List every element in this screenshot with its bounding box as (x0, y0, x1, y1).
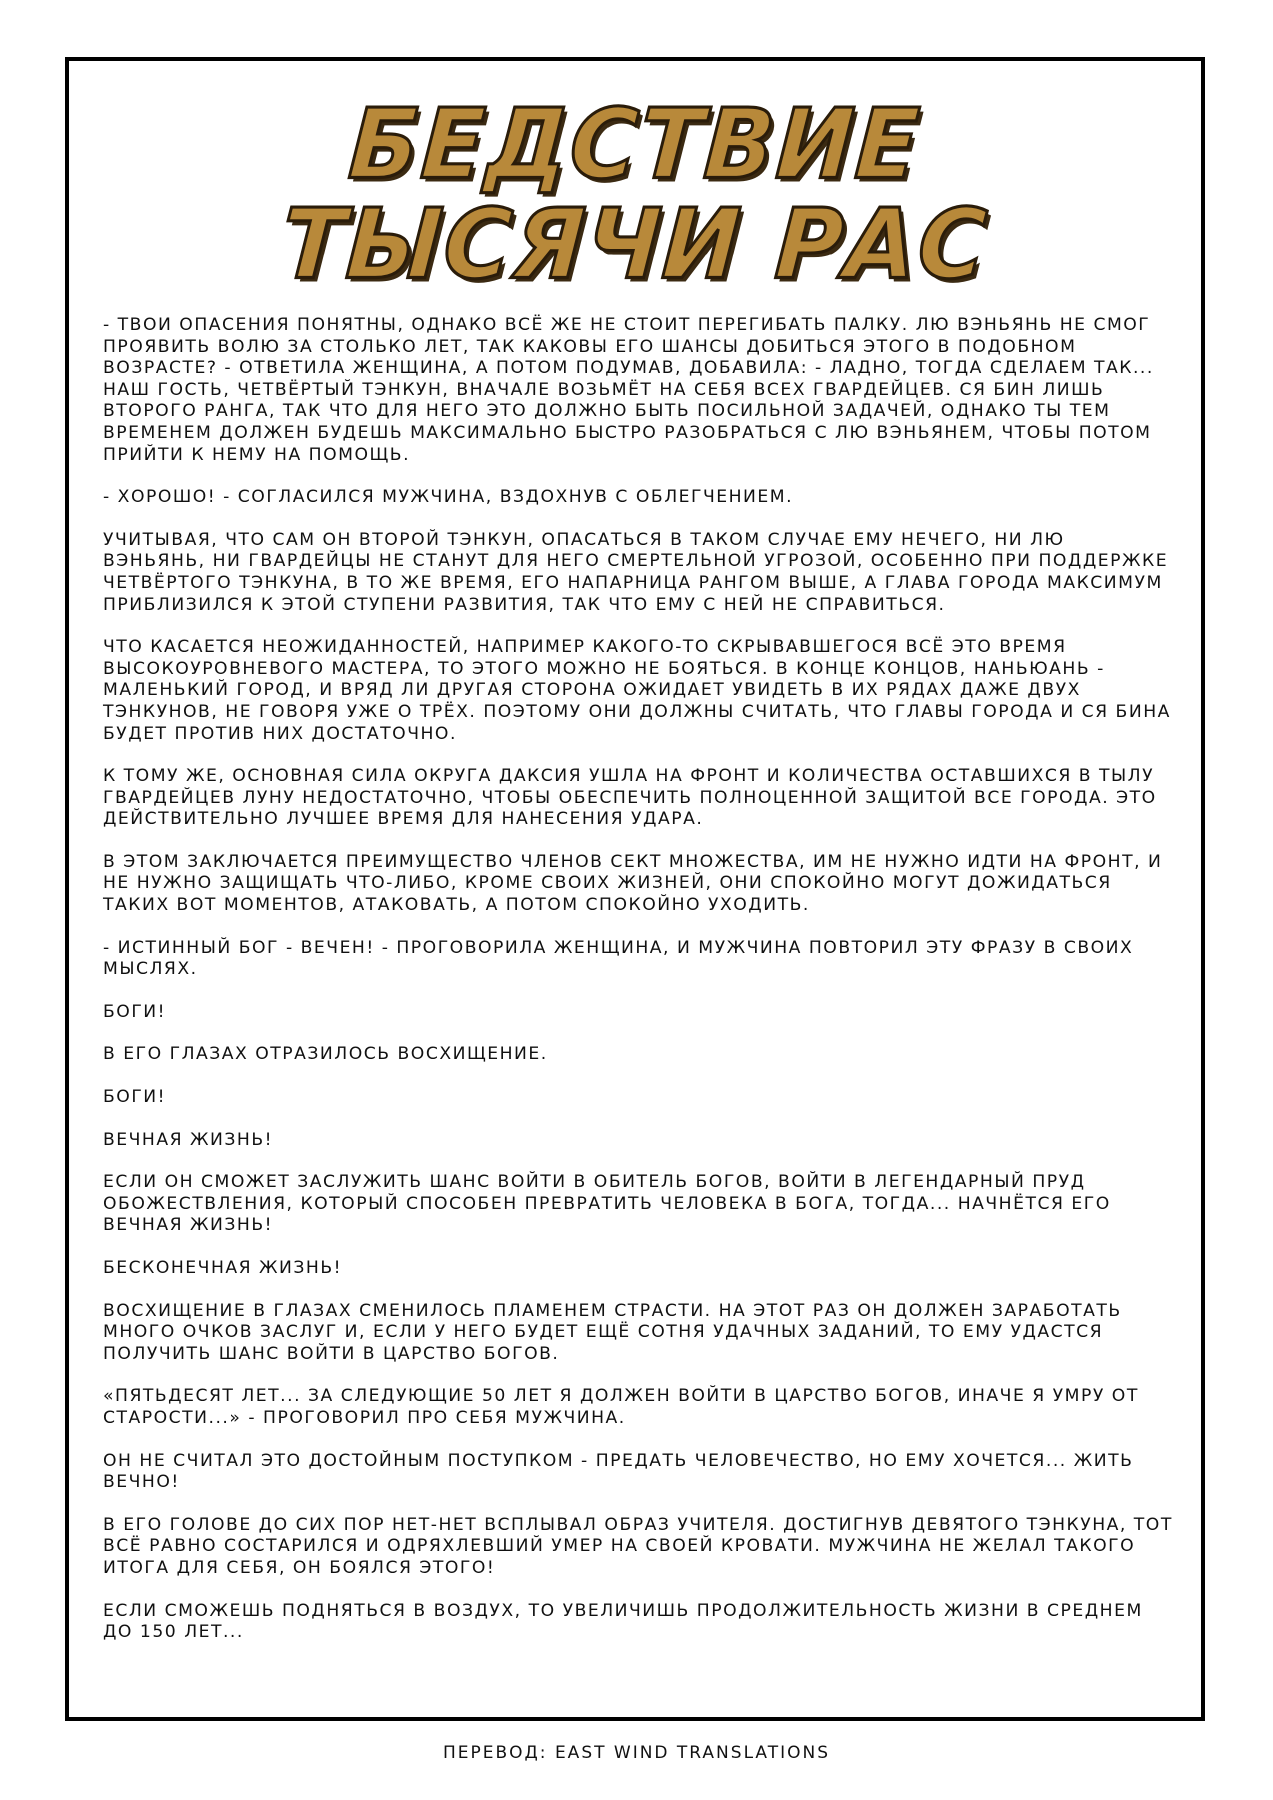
paragraph: БОГИ! (103, 1087, 167, 1108)
paragraph: - ХОРОШО! - СОГЛАСИЛСЯ МУЖЧИНА, ВЗДОХНУВ С ОБЛЕГЧЕНИЕМ. (103, 487, 794, 508)
translation-credit: ПЕРЕВОД: EAST WIND TRANSLATIONS (442, 1743, 831, 1763)
paragraph: ВЕЧНАЯ ЖИЗНЬ! (103, 1129, 274, 1150)
paragraph: - ТВОИ ОПАСЕНИЯ ПОНЯТНЫ, ОДНАКО ВСЁ ЖЕ НЕ СТОИТ ПЕРЕГИБАТЬ ПАЛКУ. ЛЮ ВЭНЬЯНЬ НЕ СМОГ ПРОЯВИТЬ ВОЛЮ ЗА СТОЛЬКО ЛЕТ, ТАК КАКОВЫ ЕГО ШАНСЫ ДОБИТЬСЯ ЭТОГО В ПОДОБНОМ ВОЗРАСТЕ? - ОТВЕТИЛА ЖЕНЩИНА, А ПОТОМ ПОДУМАВ, ДОБАВИЛА: - ЛАДНО, ТОГДА СДЕЛАЕМ ТАК... НАШ ГОСТЬ, ЧЕТВЁРТЫЙ ТЭНКУН, ВНАЧАЛЕ ВОЗЬМЁТ НА СЕБЯ ВСЕХ ГВАРДЕЙЦЕВ. СЯ БИН ЛИШЬ ВТОРОГО РАНГА, ТАК ЧТО ДЛЯ НЕГО ЭТО ДОЛЖНО БЫТЬ ПОСИЛЬНОЙ ЗАДАЧЕЙ, ОДНАКО ТЫ ТЕМ ВРЕМЕНЕМ ДОЛЖЕН БУДЕШЬ МАКСИМАЛЬНО БЫСТРО РАЗОБРАТЬСЯ С ЛЮ ВЭНЬЯНЕМ, ЧТОБЫ ПОТОМ ПРИЙТИ К НЕМУ НА ПОМОЩЬ. (103, 315, 1154, 465)
paragraph: «ПЯТЬДЕСЯТ ЛЕТ... ЗА СЛЕДУЮЩИЕ 50 ЛЕТ Я ДОЛЖЕН ВОЙТИ В ЦАРСТВО БОГОВ, ИНАЧЕ Я УМРУ ОТ СТАРОСТИ...» - ПРОГОВОРИЛ ПРО СЕБЯ МУЖЧИНА. (103, 1386, 1139, 1428)
story-text (103, 315, 1173, 1665)
paragraph: ЕСЛИ СМОЖЕШЬ ПОДНЯТЬСЯ В ВОЗДУХ, ТО УВЕЛИЧИШЬ ПРОДОЛЖИТЕЛЬНОСТЬ ЖИЗНИ В СРЕДНЕМ ДО 150 ЛЕТ... (103, 1600, 1143, 1643)
paragraph: В ЕГО ГОЛОВЕ ДО СИХ ПОР НЕТ-НЕТ ВСПЛЫВАЛ ОБРАЗ УЧИТЕЛЯ. ДОСТИГНУВ ДЕВЯТОГО ТЭНКУНА, ТОТ ВСЁ РАВНО СОСТАРИЛСЯ И ОДРЯХЛЕВШИЙ УМЕР НА СВОЕЙ КРОВАТИ. МУЖЧИНА НЕ ЖЕЛАЛ ТАКОГО ИТОГА ДЛЯ СЕБЯ, ОН БОЯЛСЯ ЭТОГО! (103, 1514, 1173, 1578)
title-logo (69, 88, 1201, 301)
title-line-1: БЕДСТВИЕ (345, 88, 925, 201)
title-line-2: ТЫСЯЧИ РАС (278, 188, 992, 301)
paragraph: К ТОМУ ЖЕ, ОСНОВНАЯ СИЛА ОКРУГА ДАКСИЯ УШЛА НА ФРОНТ И КОЛИЧЕСТВА ОСТАВШИХСЯ В ТЫЛУ ГВАРДЕЙЦЕВ ЛУНУ НЕДОСТАТОЧНО, ЧТОБЫ ОБЕСПЕЧИТЬ ПОЛНОЦЕННОЙ ЗАЩИТОЙ ВСЕ ГОРОДА. ЭТО ДЕЙСТВИТЕЛЬНО ЛУЧШЕЕ ВРЕМЯ ДЛЯ НАНЕСЕНИЯ УДАРА. (103, 766, 1157, 830)
paragraph: В ЭТОМ ЗАКЛЮЧАЕТСЯ ПРЕИМУЩЕСТВО ЧЛЕНОВ СЕКТ МНОЖЕСТВА, ИМ НЕ НУЖНО ИДТИ НА ФРОНТ, И НЕ НУЖНО ЗАЩИЩАТЬ ЧТО-ЛИБО, КРОМЕ СВОИХ ЖИЗНЕЙ, ОНИ СПОКОЙНО МОГУТ ДОЖИДАТЬСЯ ТАКИХ ВОТ МОМЕНТОВ, АТАКОВАТЬ, А ПОТОМ СПОКОЙНО УХОДИТЬ. (103, 851, 1163, 916)
paragraph: ЧТО КАСАЕТСЯ НЕОЖИДАННОСТЕЙ, НАПРИМЕР КАКОГО-ТО СКРЫВАВШЕГОСЯ ВСЁ ЭТО ВРЕМЯ ВЫСОКОУРОВНЕВОГО МАСТЕРА, ТО ЭТОГО МОЖНО НЕ БОЯТЬСЯ. В КОНЦЕ КОНЦОВ, НАНЬЮАНЬ - МАЛЕНЬКИЙ ГОРОД, И ВРЯД ЛИ ДРУГАЯ СТОРОНА ОЖИДАЕТ УВИДЕТЬ В ИХ РЯДАХ ДАЖЕ ДВУХ ТЭНКУНОВ, НЕ ГОВОРЯ УЖЕ О ТРЁХ. ПОЭТОМУ ОНИ ДОЛЖНЫ СЧИТАТЬ, ЧТО ГЛАВЫ ГОРОДА И СЯ БИНА БУДЕТ ПРОТИВ НИХ ДОСТАТОЧНО. (103, 637, 1171, 744)
paragraph: ЕСЛИ ОН СМОЖЕТ ЗАСЛУЖИТЬ ШАНС ВОЙТИ В ОБИТЕЛЬ БОГОВ, ВОЙТИ В ЛЕГЕНДАРНЫЙ ПРУД ОБОЖЕСТВЛЕНИЯ, КОТОРЫЙ СПОСОБЕН ПРЕВРАТИТЬ ЧЕЛОВЕКА В БОГА, ТОГДА... НАЧНЁТСЯ ЕГО ВЕЧНАЯ ЖИЗНЬ! (103, 1172, 1111, 1236)
paragraph: БЕСКОНЕЧНАЯ ЖИЗНЬ! (103, 1258, 343, 1278)
paragraph: БОГИ! (103, 1001, 167, 1022)
paragraph: В ЕГО ГЛАЗАХ ОТРАЗИЛОСЬ ВОСХИЩЕНИЕ. (103, 1044, 548, 1065)
paragraph: - ИСТИННЫЙ БОГ - ВЕЧЕН! - ПРОГОВОРИЛА ЖЕНЩИНА, И МУЖЧИНА ПОВТОРИЛ ЭТУ ФРАЗУ В СВОИХ МЫСЛЯХ. (103, 937, 1134, 980)
paragraph: ОН НЕ СЧИТАЛ ЭТО ДОСТОЙНЫМ ПОСТУПКОМ - ПРЕДАТЬ ЧЕЛОВЕЧЕСТВО, НО ЕМУ ХОЧЕТСЯ... ЖИТЬ ВЕЧНО! (103, 1450, 1134, 1493)
paragraph: ВОСХИЩЕНИЕ В ГЛАЗАХ СМЕНИЛОСЬ ПЛАМЕНЕМ СТРАСТИ. НА ЭТОТ РАЗ ОН ДОЛЖЕН ЗАРАБОТАТЬ МНОГО ОЧКОВ ЗАСЛУГ И, ЕСЛИ У НЕГО БУДЕТ ЕЩЁ СОТНЯ УДАЧНЫХ ЗАДАНИЙ, ТО ЕМУ УДАСТСЯ ПОЛУЧИТЬ ШАНС ВОЙТИ В ЦАРСТВО БОГОВ. (103, 1300, 1122, 1364)
page-frame (65, 57, 1205, 1721)
paragraph: УЧИТЫВАЯ, ЧТО САМ ОН ВТОРОЙ ТЭНКУН, ОПАСАТЬСЯ В ТАКОМ СЛУЧАЕ ЕМУ НЕЧЕГО, НИ ЛЮ ВЭНЬЯНЬ, НИ ГВАРДЕЙЦЫ НЕ СТАНУТ ДЛЯ НЕГО СМЕРТЕЛЬНОЙ УГРОЗОЙ, ОСОБЕННО ПРИ ПОДДЕРЖКЕ ЧЕТВЁРТОГО ТЭНКУНА, В ТО ЖЕ ВРЕМЯ, ЕГО НАПАРНИЦА РАНГОМ ВЫШЕ, А ГЛАВА ГОРОДА МАКСИМУМ ПРИБЛИЗИЛСЯ К ЭТОЙ СТУПЕНИ РАЗВИТИЯ, ТАК ЧТО ЕМУ С НЕЙ НЕ СПРАВИТЬСЯ. (103, 529, 1169, 615)
